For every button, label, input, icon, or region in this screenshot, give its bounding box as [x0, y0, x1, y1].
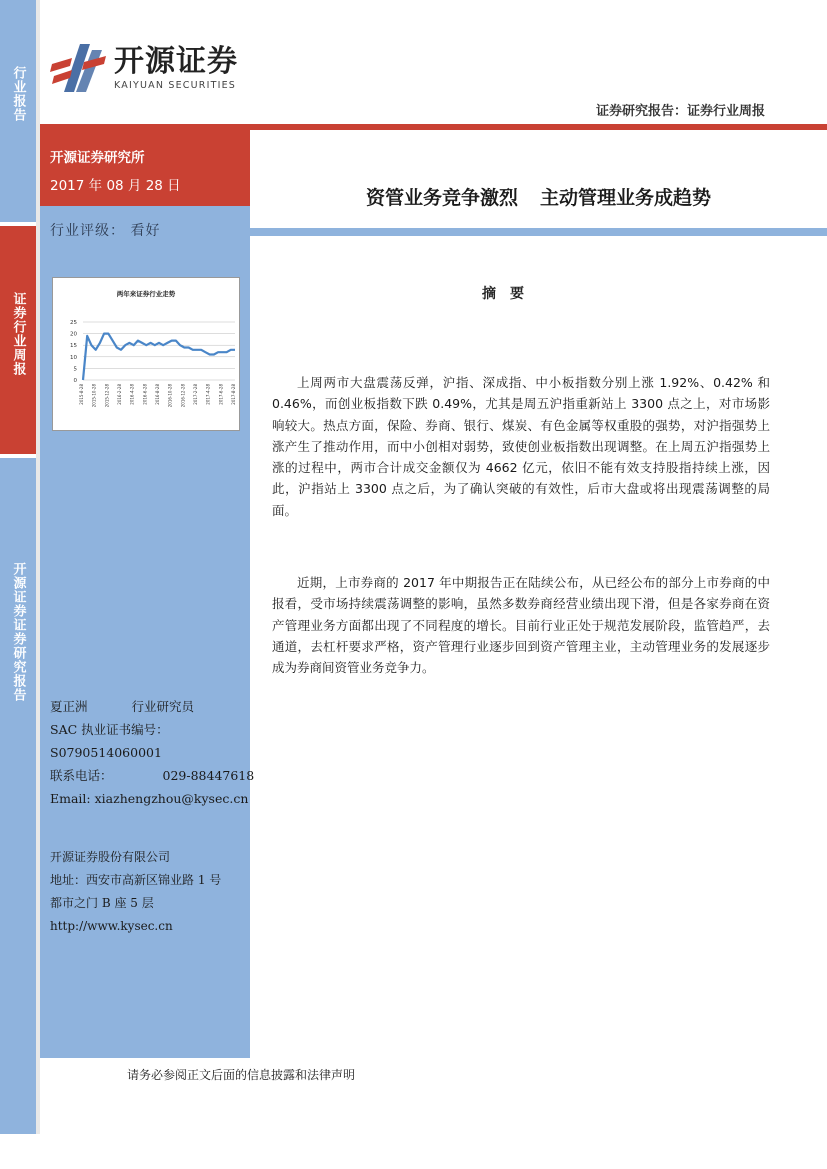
x-tick-label: 2017-6-28	[218, 384, 224, 405]
x-tick-label: 2017-8-28	[231, 384, 236, 405]
title-part-1: 资管业务竞争激烈	[365, 187, 518, 209]
author-block	[50, 695, 254, 810]
sidebar-tab-label: 证券行业周报	[10, 292, 26, 376]
x-tick-label: 2016-6-28	[142, 384, 148, 405]
report-type: 证券研究报告：证券行业周报	[595, 104, 765, 119]
x-tick-label: 2017-4-28	[205, 384, 211, 405]
x-tick-label: 2015-8-28	[79, 384, 84, 405]
sidebar-tab-weekly-report	[0, 226, 36, 454]
phone-number: 029-88447618	[162, 768, 255, 783]
sidebar-tab-research-report	[0, 458, 36, 1134]
x-tick-label: 2015-12-28	[104, 384, 110, 408]
cert-label: SAC 执业证书编号：	[50, 722, 169, 737]
x-tick-label: 2015-10-28	[91, 384, 97, 408]
industry-trend-chart	[52, 277, 240, 431]
x-tick-label: 2016-8-28	[155, 384, 160, 405]
title-blue-rule	[250, 228, 827, 236]
logo-en-text: KAIYUAN SECURITIES	[114, 79, 237, 91]
y-tick-label: 10	[70, 354, 77, 361]
chart-title: 两年来证券行业走势	[116, 290, 176, 298]
disclaimer: 请务必参阅正文后面的信息披露和法律声明	[127, 1068, 356, 1082]
company-address-2: 都市之门 B 座 5 层	[50, 896, 154, 910]
company-logo	[50, 42, 238, 94]
summary-paragraph-2: 近期，上市券商的 2017 年中期报告正在陆续公布，从已经公布的部分上市券商的中报看，受市场持续震荡调整的影响，虽然多数券商经营业绩出现下滑，但是各家券商在资产管理业务方面都出现了不同程度的增长。目前行业正处于规范发展阶段，监管趋严，去通道，去杠杆要求严格，资产管理行业逐步回到资产管理主业，主动管理业务的发展逐步成为券商间资管业务竞争力。	[272, 575, 770, 676]
author-name: 夏正洲	[50, 699, 88, 714]
y-tick-label: 15	[70, 343, 77, 350]
institute-name: 开源证券研究所	[50, 150, 145, 166]
report-date: 2017 年 08 月 28 日	[50, 178, 181, 194]
sidebar-tab-label: 行业报告	[10, 66, 26, 122]
sidebar-tab-label: 开源证券证券研究报告	[10, 562, 26, 702]
y-tick-label: 20	[70, 331, 77, 338]
y-tick-label: 5	[73, 366, 77, 373]
industry-rating: 行业评级： 看好	[50, 223, 161, 239]
chart-svg	[53, 278, 239, 430]
x-tick-label: 2016-2-28	[117, 384, 122, 405]
y-tick-label: 0	[73, 378, 77, 384]
x-tick-label: 2016-10-28	[167, 384, 173, 408]
report-title	[250, 183, 827, 210]
title-part-2: 主动管理业务成趋势	[540, 187, 712, 209]
kaiyuan-logo-icon	[50, 42, 108, 94]
sidebar-tab-industry-report	[0, 0, 36, 222]
x-tick-label: 2017-2-28	[193, 384, 198, 405]
company-address-1: 地址：西安市高新区锦业路 1 号	[50, 873, 222, 887]
logo-cn-text: 开源证券	[114, 43, 238, 79]
cert-number: S0790514060001	[50, 745, 162, 760]
summary-paragraph-1: 上周两市大盘震荡反弹，沪指、深成指、中小板指数分别上涨 1.92%、0.42% 和 0.46%，而创业板指数下跌 0.49%，尤其是周五沪指重新站上 3300 点之上，对市场影响较大。热点方面，保险、券商、银行、煤炭、有色金属等权重股的强势，对沪指强势上涨产生了推动作用，而中小创相对弱势，致使创业板指数出现调整。在上周五沪指强势上涨的过程中，两市合计成交金额仅为 4662 亿元，依旧不能有效支持股指持续上涨，因此，沪指站上 3300 点之后，为了确认突破的有效性，后市大盘或将出现震荡调整的局面。	[272, 375, 770, 518]
company-name: 开源证券股份有限公司	[50, 850, 171, 864]
author-email[interactable]: Email: xiazhengzhou@kysec.cn	[50, 791, 249, 806]
author-role: 行业研究员	[131, 699, 195, 714]
company-block	[50, 846, 221, 938]
x-tick-label: 2016-12-28	[180, 384, 186, 408]
x-tick-label: 2016-4-28	[129, 384, 135, 405]
summary-heading: 摘要	[482, 286, 538, 302]
phone-label: 联系电话：	[50, 768, 113, 783]
y-tick-label: 25	[70, 320, 77, 326]
left-column-header	[40, 130, 250, 206]
company-url[interactable]: http://www.kysec.cn	[50, 919, 173, 933]
